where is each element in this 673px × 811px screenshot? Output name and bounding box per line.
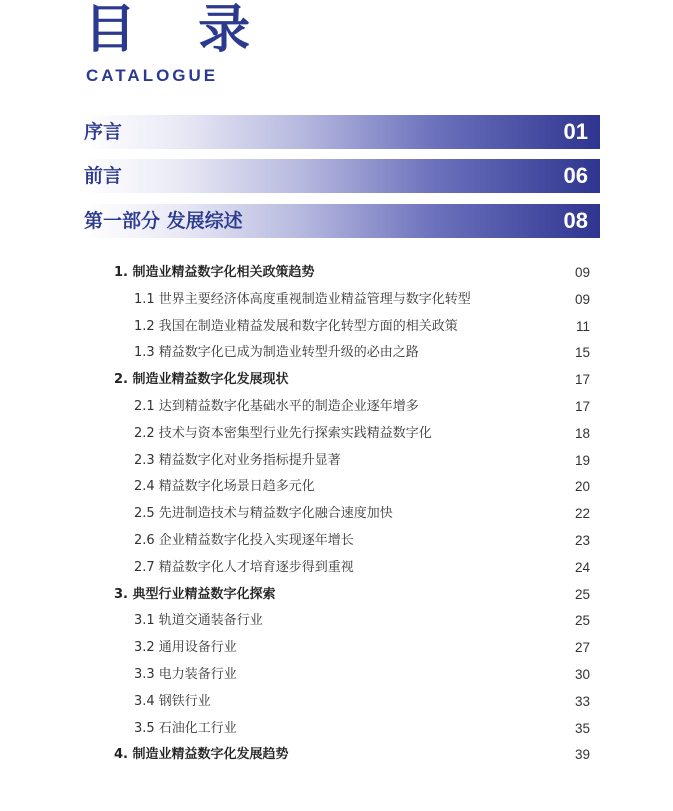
toc-entry-label: 2.4 精益数字化场景日趋多元化 <box>134 479 315 495</box>
toc-entry-label: 1. 制造业精益数字化相关政策趋势 <box>114 265 315 280</box>
toc-entry-row[interactable] <box>0 528 673 555</box>
toc-list <box>0 260 673 769</box>
toc-entry-page: 17 <box>574 398 590 414</box>
toc-entry-label: 1.1 世界主要经济体高度重视制造业精益管理与数字化转型 <box>134 291 471 307</box>
toc-entry-row[interactable] <box>0 314 673 341</box>
toc-entry-row[interactable] <box>0 662 673 689</box>
toc-entry-row[interactable] <box>0 340 673 367</box>
toc-entry-page: 17 <box>574 372 590 388</box>
toc-entry-page: 15 <box>574 345 590 361</box>
toc-chapter-row[interactable] <box>0 742 673 769</box>
toc-entry-label: 3.4 钢铁行业 <box>134 693 211 709</box>
toc-entry-label: 2. 制造业精益数字化发展现状 <box>114 372 289 388</box>
toc-entry-page: 11 <box>575 318 590 334</box>
section-number: 06 <box>563 163 588 188</box>
toc-entry-label: 3.2 通用设备行业 <box>134 640 237 656</box>
toc-entry-label: 2.3 精益数字化对业务指标提升显著 <box>134 452 341 468</box>
toc-entry-row[interactable] <box>0 501 673 528</box>
toc-chapter-row[interactable] <box>0 260 673 287</box>
toc-entry-page: 27 <box>574 640 590 656</box>
toc-entry-row[interactable] <box>0 394 673 421</box>
toc-entry-row[interactable] <box>0 474 673 501</box>
toc-entry-page: 24 <box>574 559 590 575</box>
section-number: 08 <box>563 208 588 233</box>
toc-entry-label: 1.3 精益数字化已成为制造业转型升级的必由之路 <box>134 345 419 361</box>
toc-entry-page: 09 <box>574 265 590 280</box>
toc-entry-label: 1.2 我国在制造业精益发展和数字化转型方面的相关政策 <box>134 318 458 334</box>
toc-entry-row[interactable] <box>0 448 673 475</box>
toc-entry-page: 25 <box>574 613 590 629</box>
toc-entry-label: 3.1 轨道交通装备行业 <box>134 613 263 629</box>
page-subtitle: CATALOGUE <box>86 66 219 85</box>
toc-entry-row[interactable] <box>0 635 673 662</box>
toc-entry-label: 2.6 企业精益数字化投入实现逐年增长 <box>134 532 354 548</box>
toc-entry-row[interactable] <box>0 287 673 314</box>
toc-entry-page: 22 <box>574 506 590 522</box>
section-number: 01 <box>563 119 588 144</box>
toc-entry-label: 3.5 石油化工行业 <box>134 720 237 736</box>
toc-entry-label: 3. 典型行业精益数字化探索 <box>114 586 276 602</box>
toc-entry-page: 30 <box>574 666 590 682</box>
toc-entry-page: 19 <box>574 452 590 468</box>
page-title: 目 录 <box>84 0 273 60</box>
toc-entry-page: 39 <box>574 747 590 763</box>
toc-entry-row[interactable] <box>0 421 673 448</box>
toc-entry-label: 3.3 电力装备行业 <box>134 666 237 682</box>
toc-entry-label: 2.2 技术与资本密集型行业先行探索实践精益数字化 <box>134 425 432 441</box>
toc-entry-row[interactable] <box>0 689 673 716</box>
section-band-part-one[interactable] <box>84 204 600 238</box>
toc-entry-row[interactable] <box>0 555 673 582</box>
toc-entry-row[interactable] <box>0 716 673 743</box>
section-band-preface[interactable] <box>84 115 600 149</box>
section-band-foreword[interactable] <box>84 159 600 193</box>
toc-chapter-row[interactable] <box>0 582 673 609</box>
toc-entry-label: 2.1 达到精益数字化基础水平的制造企业逐年增多 <box>134 398 419 414</box>
toc-entry-row[interactable] <box>0 608 673 635</box>
toc-entry-page: 35 <box>574 720 590 736</box>
toc-entry-page: 09 <box>574 291 590 307</box>
toc-entry-page: 25 <box>574 586 590 602</box>
toc-entry-label: 2.7 精益数字化人才培育逐步得到重视 <box>134 559 354 575</box>
toc-entry-page: 33 <box>574 693 590 709</box>
toc-entry-page: 23 <box>574 532 590 548</box>
section-label: 前言 <box>84 165 123 187</box>
section-label: 序言 <box>84 121 123 143</box>
toc-entry-label: 2.5 先进制造技术与精益数字化融合速度加快 <box>134 506 393 522</box>
section-label: 第一部分 发展综述 <box>84 210 243 232</box>
toc-entry-label: 4. 制造业精益数字化发展趋势 <box>114 747 289 763</box>
toc-entry-page: 18 <box>574 425 590 441</box>
toc-chapter-row[interactable] <box>0 367 673 394</box>
toc-entry-page: 20 <box>574 479 590 495</box>
